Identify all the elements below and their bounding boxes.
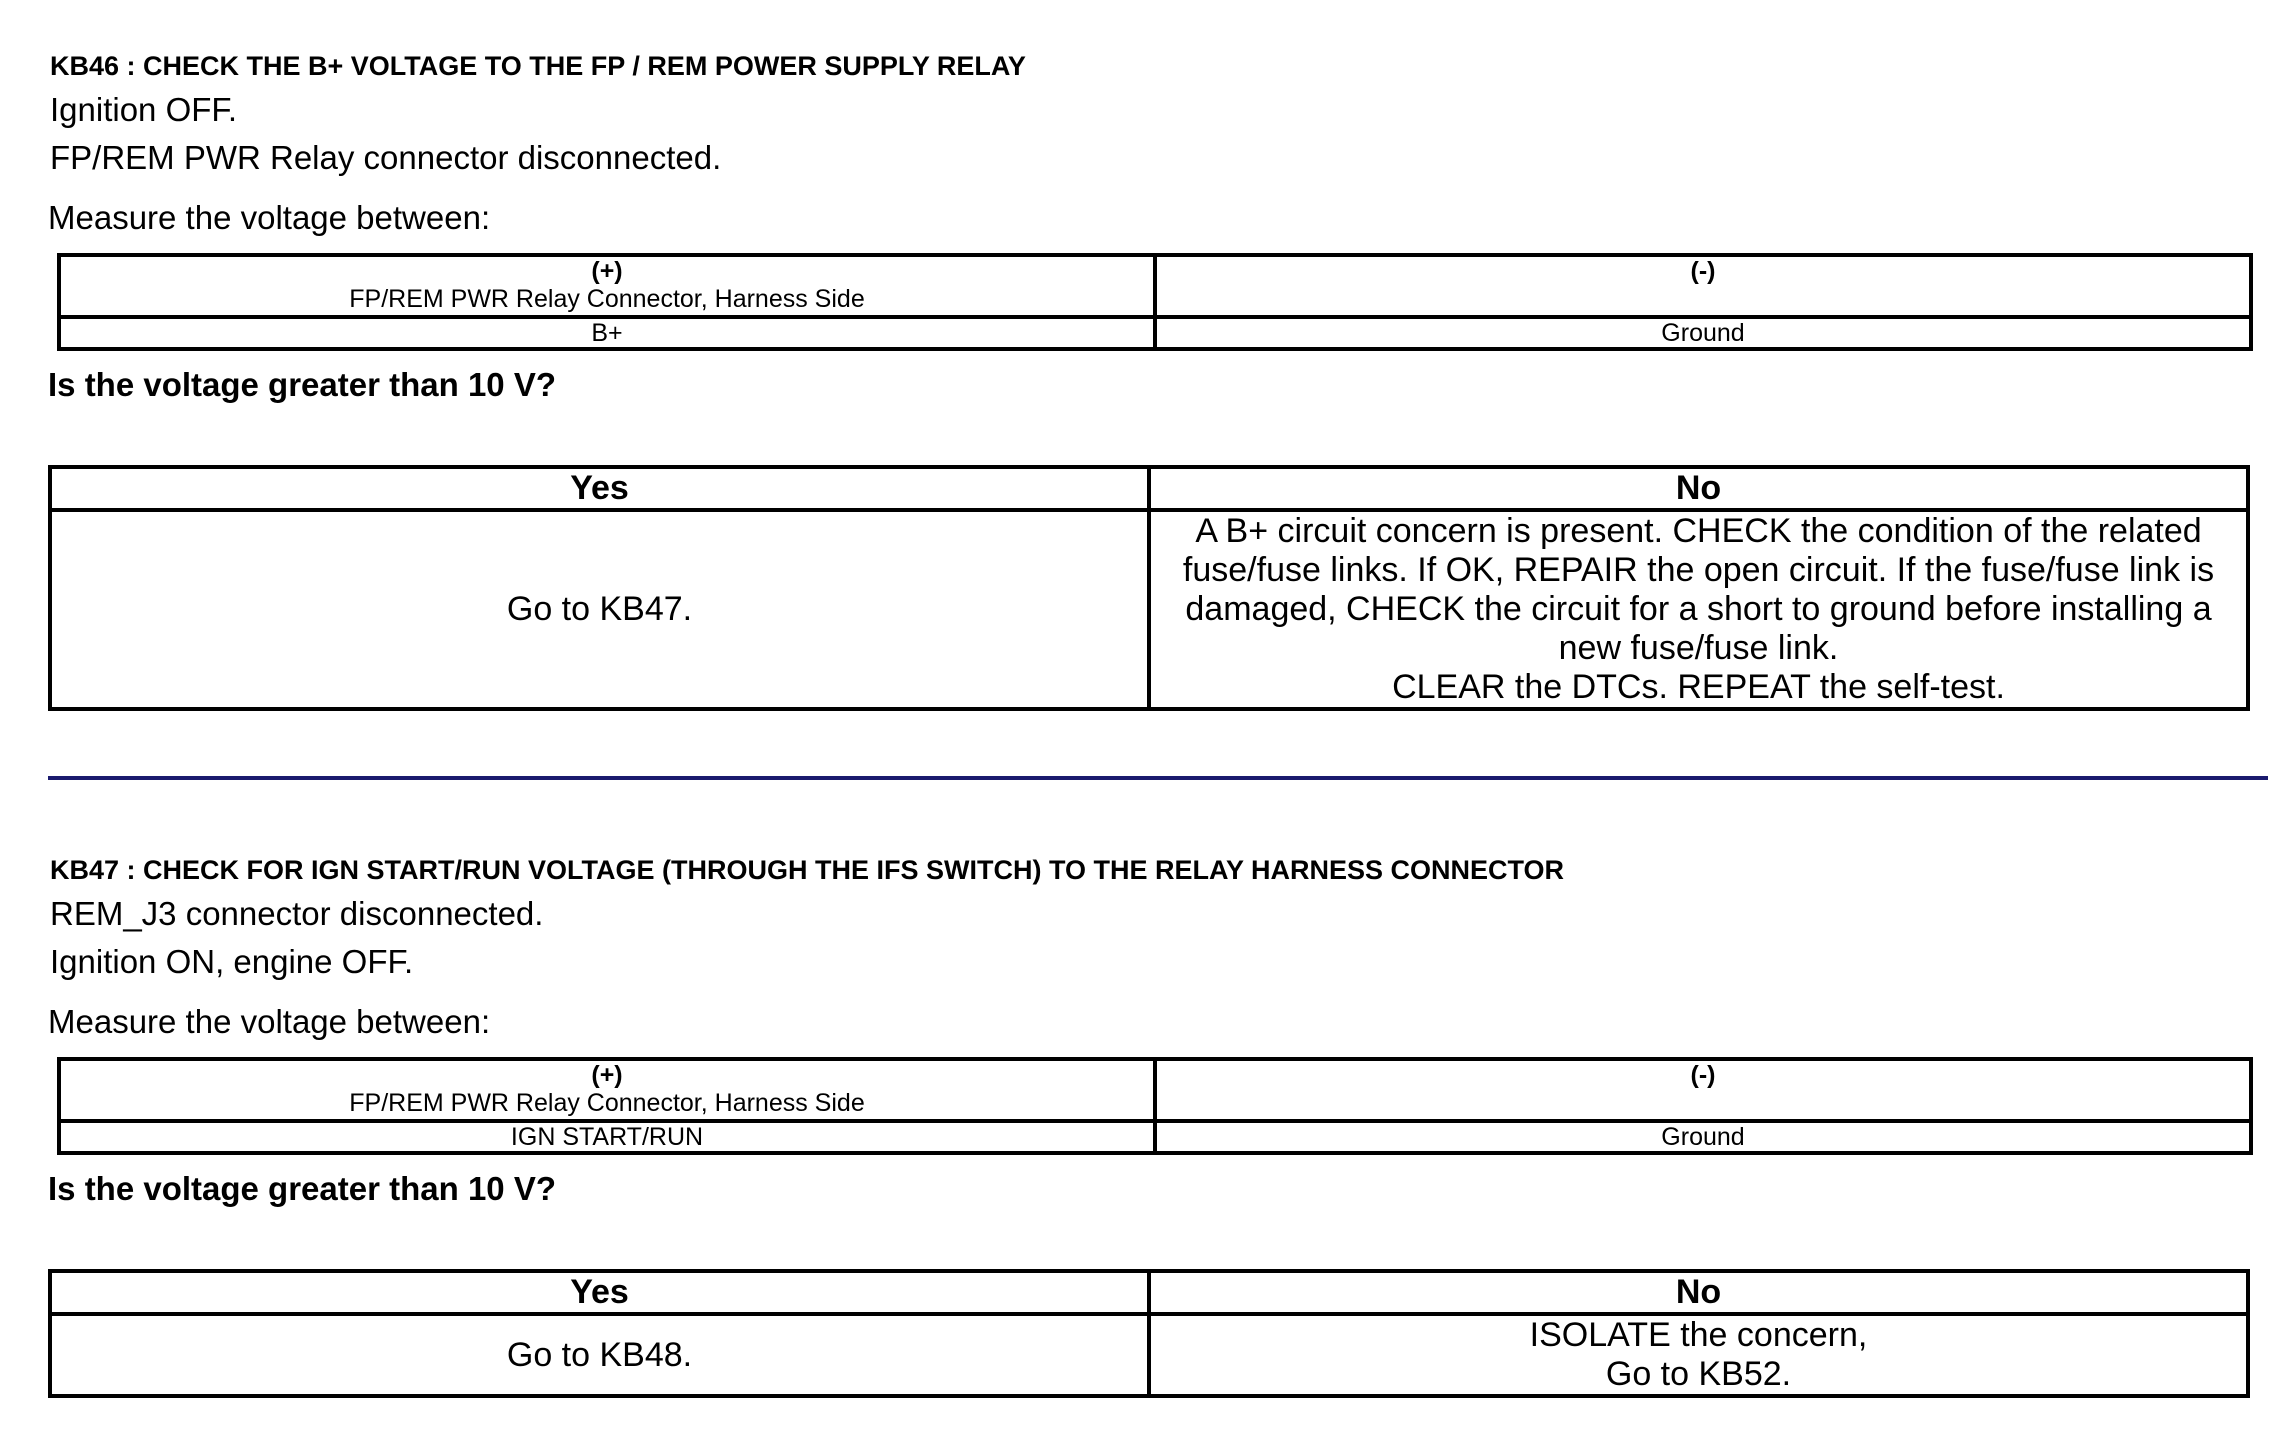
no-result [1149, 1314, 2248, 1396]
measure-label: Measure the voltage between: [48, 199, 491, 236]
no-result-final: CLEAR the DTCs. REPEAT the self-test. [1392, 668, 2005, 706]
minus-header-cell [1155, 255, 2251, 317]
step-line: Ignition OFF. [50, 91, 238, 128]
minus-value-cell: Ground [1155, 317, 2251, 349]
step-line: FP/REM PWR Relay connector disconnected. [50, 139, 722, 176]
yes-no-table [48, 465, 2250, 711]
minus-label: (-) [1690, 257, 1716, 285]
minus-value-cell: Ground [1155, 1121, 2251, 1153]
section-divider [48, 776, 2268, 780]
question: Is the voltage greater than 10 V? [48, 1170, 556, 1207]
yes-header: Yes [50, 1271, 1149, 1314]
plus-value-cell: IGN START/RUN [59, 1121, 1155, 1153]
measurement-table [57, 253, 2253, 351]
no-result-line: fuse/fuse links. If OK, REPAIR the open circuit. If the fuse/fuse link is [1182, 551, 2215, 589]
no-result-line: ISOLATE the concern, [1529, 1316, 1868, 1354]
yes-result: Go to KB47. [50, 510, 1149, 709]
minus-header-cell [1155, 1059, 2251, 1121]
plus-label: (+) [591, 1061, 623, 1089]
section-kb47 [48, 850, 2268, 1398]
plus-sub-label: FP/REM PWR Relay Connector, Harness Side [349, 1089, 865, 1117]
yes-result: Go to KB48. [50, 1314, 1149, 1396]
section-heading: KB47 : CHECK FOR IGN START/RUN VOLTAGE (THROUGH THE IFS SWITCH) TO THE RELAY HARNESS CONNECTOR [50, 855, 1565, 885]
step-line: Ignition ON, engine OFF. [50, 943, 414, 980]
minus-label: (-) [1690, 1061, 1716, 1089]
section-heading: KB46 : CHECK THE B+ VOLTAGE TO THE FP / REM POWER SUPPLY RELAY [50, 51, 1026, 81]
no-header: No [1149, 467, 2248, 510]
plus-label: (+) [591, 257, 623, 285]
no-result-line: A B+ circuit concern is present. CHECK the condition of the related [1195, 512, 2202, 550]
no-result-line: Go to KB52. [1605, 1355, 1792, 1393]
measurement-table [57, 1057, 2253, 1155]
plus-header-cell [59, 255, 1155, 317]
plus-sub-label: FP/REM PWR Relay Connector, Harness Side [349, 285, 865, 313]
no-result-line: damaged, CHECK the circuit for a short to ground before installing a [1185, 590, 2212, 628]
plus-header-cell [59, 1059, 1155, 1121]
section-kb46 [48, 46, 2268, 711]
step-line: REM_J3 connector disconnected. [50, 895, 544, 932]
yes-header: Yes [50, 467, 1149, 510]
measure-label: Measure the voltage between: [48, 1003, 491, 1040]
yes-no-table [48, 1269, 2250, 1398]
no-header: No [1149, 1271, 2248, 1314]
plus-value-cell: B+ [59, 317, 1155, 349]
no-result [1149, 510, 2248, 709]
no-result-line: new fuse/fuse link. [1558, 629, 1839, 667]
question: Is the voltage greater than 10 V? [48, 366, 556, 403]
